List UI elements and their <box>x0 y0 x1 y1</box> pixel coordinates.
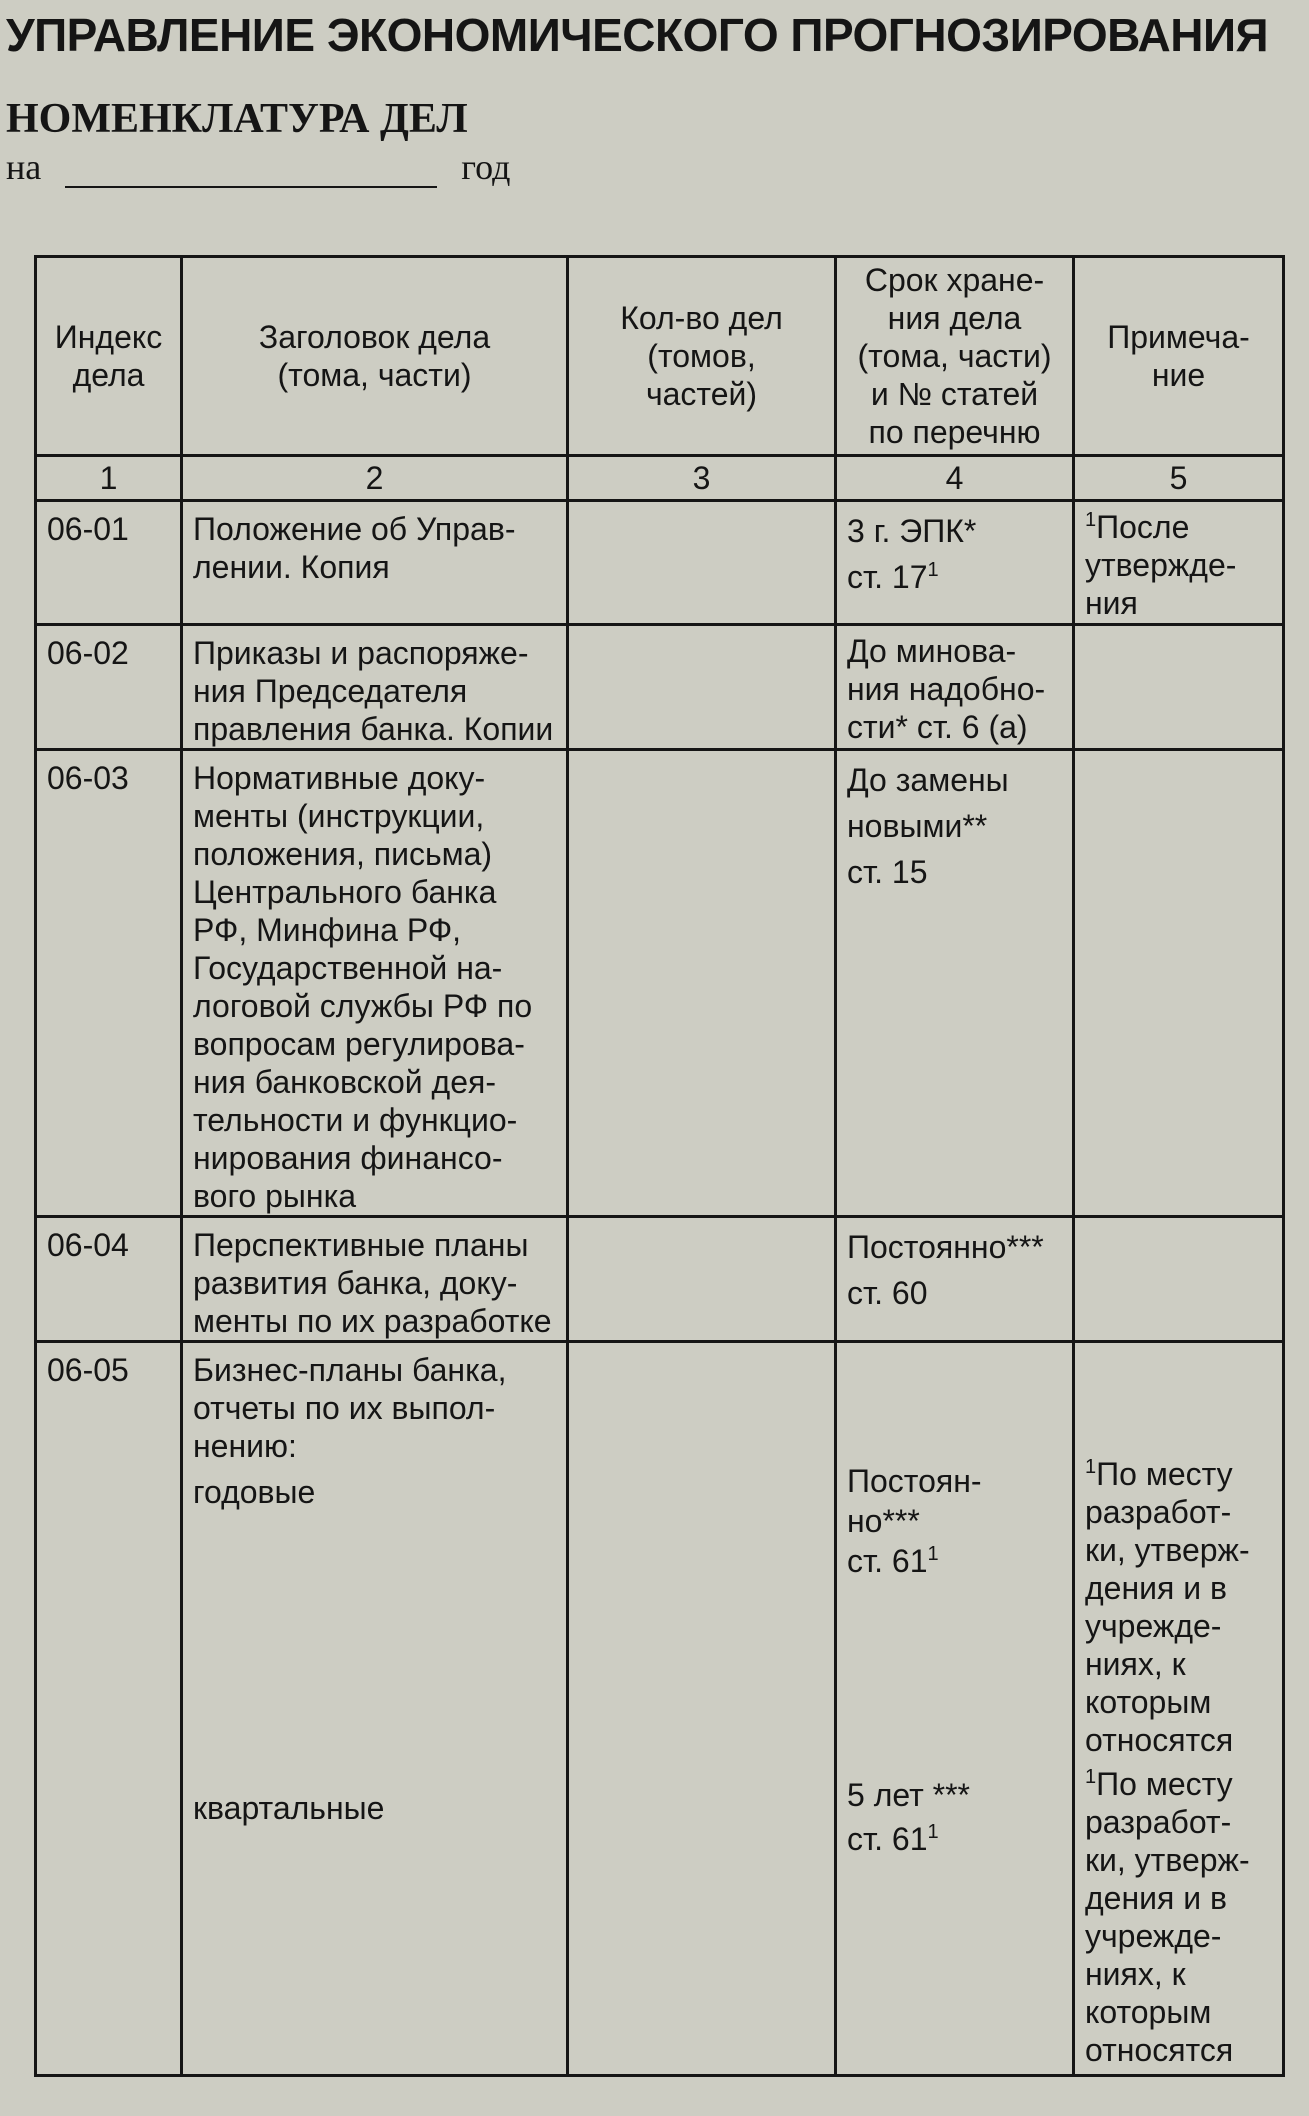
row-count <box>568 501 836 625</box>
column-number: 3 <box>568 456 836 501</box>
header-index: Индекс дела <box>36 257 182 456</box>
row-term: 3 г. ЭПК* ст. $17^1$ <box>836 501 1074 625</box>
year-blank-field <box>65 156 437 188</box>
table-row <box>36 1342 1284 2076</box>
column-number: 5 <box>1074 456 1284 501</box>
row-count <box>568 1342 836 2076</box>
year-prefix: на <box>6 147 42 187</box>
row-title: Бизнес-планы банка, отчеты по их выпол- нению: годовые квартальные <box>182 1342 568 2076</box>
row-term <box>836 1342 1074 2076</box>
footnote-mark: 1 <box>927 559 939 581</box>
row-title: Нормативные доку- менты (инструкции, положения, письма) Центрального банка РФ, Минфина РФ, Государственной на- логовой службы РФ по вопросам регулирова- ния банковской дея- тельности и функцио- нирования финансо- вого рынка <box>182 750 568 1217</box>
row-count <box>568 1217 836 1342</box>
header-term: Срок хране- ния дела (тома, части) и № статей по перечню <box>836 257 1074 456</box>
header-note: Примеча- ние <box>1074 257 1284 456</box>
subitem-quarterly: квартальные <box>193 1790 385 1826</box>
table-row <box>36 750 1284 1217</box>
row-note <box>1074 625 1284 750</box>
row-count <box>568 750 836 1217</box>
header-count: Кол-во дел (томов, частей) <box>568 257 836 456</box>
column-number: 4 <box>836 456 1074 501</box>
column-number-row <box>36 456 1284 501</box>
year-line <box>6 146 510 188</box>
table-row <box>36 501 1284 625</box>
row-note <box>1074 1342 1284 2076</box>
row-note <box>1074 750 1284 1217</box>
row-index: 06-04 <box>36 1217 182 1342</box>
footnote-mark: 1 <box>1085 1456 1097 1478</box>
row-term: До замены новыми** ст. 15 <box>836 750 1074 1217</box>
year-suffix: год <box>461 147 511 187</box>
column-number: 1 <box>36 456 182 501</box>
subitem-annual: годовые <box>193 1474 316 1510</box>
row-note <box>1074 1217 1284 1342</box>
footnote-mark: 1 <box>927 1543 939 1565</box>
nomenclature-table <box>34 255 1285 2077</box>
header-title: Заголовок дела (тома, части) <box>182 257 568 456</box>
department-title: УПРАВЛЕНИЕ ЭКОНОМИЧЕСКОГО ПРОГНОЗИРОВАНИЯ <box>6 9 1269 61</box>
row-title: Перспективные планы развития банка, доку- менты по их разработке <box>182 1217 568 1342</box>
footnote-mark: 1 <box>1085 1766 1097 1788</box>
row-title: Положение об Управ- лении. Копия <box>182 501 568 625</box>
document-title: НОМЕНКЛАТУРА ДЕЛ <box>6 96 468 142</box>
footnote-mark: 1 <box>1085 509 1097 531</box>
row-term: Постоянно*** ст. 60 <box>836 1217 1074 1342</box>
row-note: $^1$После утвержде- ния <box>1074 501 1284 625</box>
table-row <box>36 1217 1284 1342</box>
term-annual: Постоян- но*** ст. $61^1$ <box>847 1463 982 1579</box>
row-index: 06-01 <box>36 501 182 625</box>
footnote-mark: 1 <box>927 1821 939 1843</box>
row-term: До минова- ния надобно- сти* ст. 6 (а) <box>836 625 1074 750</box>
row-index: 06-03 <box>36 750 182 1217</box>
row-count <box>568 625 836 750</box>
note-quarterly: $^1$По месту разработ- ки, утверж- дения и в учрежде- ниях, к которым относятся <box>1085 1766 1250 2068</box>
row-index: 06-02 <box>36 625 182 750</box>
note-annual: $^1$По месту разработ- ки, утверж- дения и в учрежде- ниях, к которым относятся <box>1085 1456 1250 1758</box>
row-index: 06-05 <box>36 1342 182 2076</box>
table-row <box>36 625 1284 750</box>
column-number: 2 <box>182 456 568 501</box>
term-quarterly: 5 лет *** ст. $61^1$ <box>847 1777 970 1857</box>
row-title: Приказы и распоряже- ния Председателя правления банка. Копии <box>182 625 568 750</box>
header-row <box>36 257 1284 456</box>
